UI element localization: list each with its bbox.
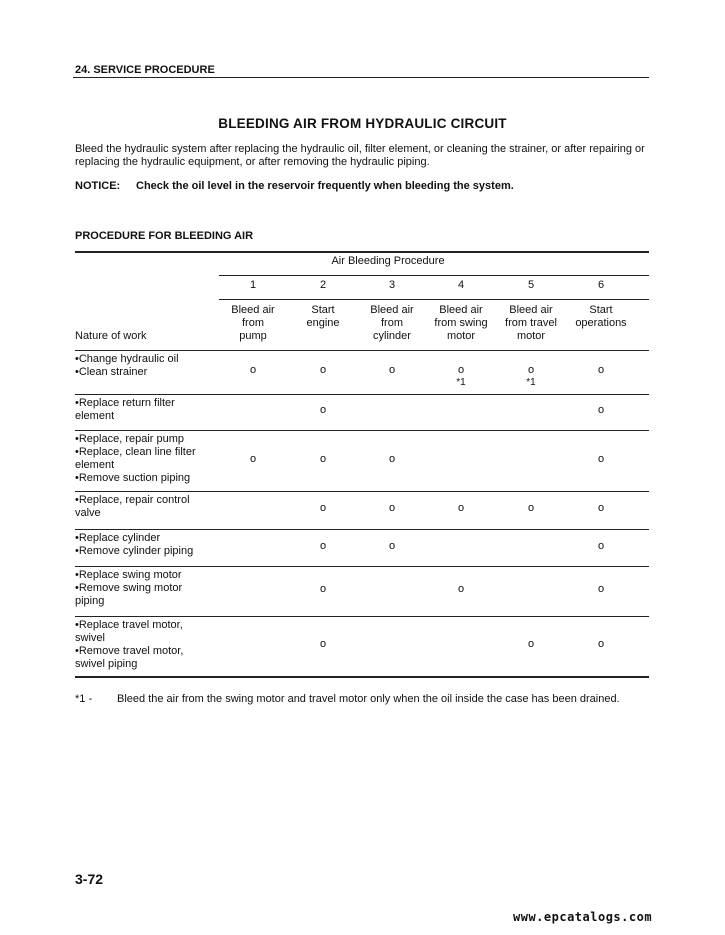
step-mark: o [388,502,396,514]
intro-paragraph: Bleed the hydraulic system after replacing the hydraulic oil, filter element, or cleaning the strainer, or after repairing or replacing the hydraulic equipment, or after removing the hydraulic piping. [75,143,645,168]
step-number: 1 [249,279,257,291]
footnote-label: *1 - [75,693,93,705]
notice [75,180,514,192]
page-number: 3-72 [75,871,104,887]
table-rule [219,299,649,300]
row-header: Nature of work [75,330,147,342]
work-item: •Replace travel motor, swivel •Remove travel motor, swivel piping [75,619,184,670]
section-header: 24. SERVICE PROCEDURE [75,64,215,76]
step-mark: o [319,583,327,595]
table-rule [75,251,649,253]
step-mark: o [597,404,605,416]
notice-text: Check the oil level in the reservoir frequently when bleeding the system. [136,180,514,192]
page-title: BLEEDING AIR FROM HYDRAULIC CIRCUIT [218,116,507,131]
step-mark: o [527,638,535,650]
step-mark: o [319,364,327,376]
table-rule [75,394,649,395]
step-mark: o [319,404,327,416]
step-number: 5 [527,279,535,291]
work-item: •Change hydraulic oil •Clean strainer [75,353,179,378]
step-mark: o [597,540,605,552]
step-mark: o [597,453,605,465]
step-mark: o [249,453,257,465]
step-mark: o [249,364,257,376]
footnote-text: Bleed the air from the swing motor and travel motor only when the oil inside the case has been drained. [117,693,620,705]
step-mark: o [527,502,535,514]
work-item: •Replace return filter element [75,397,175,422]
step-number: 4 [457,279,465,291]
notice-label: NOTICE: [75,180,121,192]
step-mark: o [319,453,327,465]
step-label: Bleed air from travel motor [505,304,557,342]
step-mark: o [457,502,465,514]
step-label: Bleed air from swing motor [434,304,488,342]
work-item: •Replace swing motor •Remove swing motor piping [75,569,183,607]
header-rule [73,77,649,78]
step-mark: o [388,364,396,376]
step-mark: o [597,502,605,514]
table-rule [75,529,649,530]
step-mark: o [319,540,327,552]
table-rule [75,350,649,351]
step-number: 2 [319,279,327,291]
procedure-title: PROCEDURE FOR BLEEDING AIR [75,230,254,242]
step-label: Bleed air from cylinder [370,304,414,342]
step-mark: o [597,638,605,650]
table-rule [75,430,649,431]
step-mark: o [319,638,327,650]
step-label: Start engine [306,304,340,329]
table-rule [75,676,649,678]
step-number: 6 [597,279,605,291]
step-mark: o [527,364,535,376]
step-mark: o [388,540,396,552]
table-rule [219,275,649,276]
watermark: www.epcatalogs.com [513,910,653,924]
work-item: •Replace, repair pump •Replace, clean line filter element •Remove suction piping [75,433,196,484]
step-mark: o [597,583,605,595]
footnote [75,693,620,705]
step-number: 3 [388,279,396,291]
step-mark: o [457,364,465,376]
table-rule [75,566,649,567]
step-mark: o [597,364,605,376]
footnote-ref: *1 [526,377,536,388]
step-label: Bleed air from pump [231,304,275,342]
step-mark: o [457,583,465,595]
table-rule [75,616,649,617]
footnote-ref: *1 [456,377,466,388]
step-mark: o [388,453,396,465]
group-header: Air Bleeding Procedure [331,255,445,267]
step-label: Start operations [575,304,627,329]
work-item: •Replace cylinder •Remove cylinder piping [75,532,194,557]
step-mark: o [319,502,327,514]
table-rule [75,491,649,492]
work-item: •Replace, repair control valve [75,494,190,519]
